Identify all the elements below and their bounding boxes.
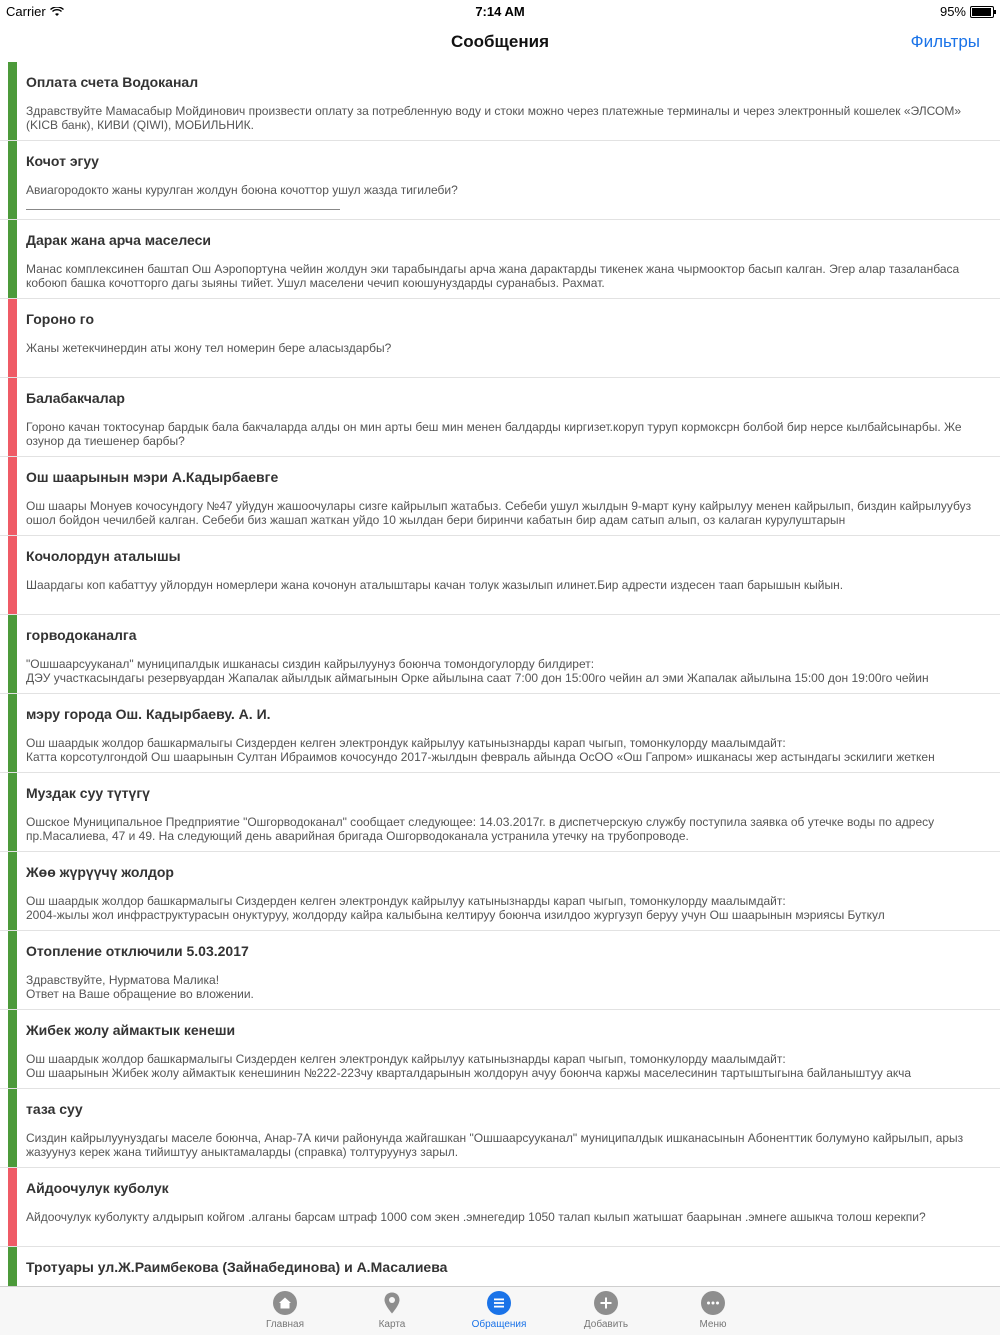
message-item[interactable] bbox=[0, 1089, 1000, 1168]
message-body: Ошское Муниципальное Предприятие "Ошгорводоканал" сообщает следующее: 14.03.2017г. в диспетчерскую службу поступила заявка об утечке воды по адресу пр.Масалиева, 47 и 49. На следующий день аварийная бригада Ошгорводоканала устранила утечку на трубопроводе. bbox=[26, 815, 935, 843]
message-item[interactable] bbox=[0, 457, 1000, 536]
message-title: горводоканалга bbox=[26, 627, 137, 643]
message-item[interactable] bbox=[0, 1010, 1000, 1089]
message-list[interactable] bbox=[0, 62, 1000, 1286]
message-body: "Ошшаарсууканал" муниципалдык ишканасы сиздин кайрылуунуз боюнча томондогулорду билдирет: ДЭУ участкасындагы резервуардан Жапалак айылдык аймагынын Орке айылына саат 7:00 дон 15:00го чейин ал эми Жапалак айылына 15:00 дон 19:00го чейин bbox=[26, 657, 929, 685]
status-indicator bbox=[8, 852, 17, 930]
message-body: Сиздин кайрылуунуздагы маселе боюнча, Анар-7А кичи районунда жайгашкан "Ошшаарсууканал" муниципалдык ишканасынын Абоненттик болумуно кайрылып, арыз жазуунуз керек жана тийиштуу аныктамаларды (справка) толтуруунуз зарыл. bbox=[26, 1131, 964, 1159]
navigation-bar bbox=[0, 22, 1000, 62]
message-body: Здравствуйте, Нурматова Малика! Ответ на Ваше обращение во вложении. bbox=[26, 973, 254, 1001]
message-title: Гороно го bbox=[26, 311, 94, 327]
tab-label: Карта bbox=[378, 1319, 406, 1330]
divider bbox=[26, 209, 340, 210]
message-item[interactable] bbox=[0, 378, 1000, 457]
status-indicator bbox=[8, 1168, 17, 1246]
plus-icon bbox=[594, 1291, 618, 1315]
status-time: 7:14 AM bbox=[475, 4, 525, 19]
message-title: Оплата счета Водоканал bbox=[26, 74, 199, 90]
message-body: Жаны жетекчинердин аты жону тел номерин бере аласыздарбы? bbox=[26, 341, 392, 355]
tab-bar bbox=[0, 1286, 1000, 1335]
message-item[interactable] bbox=[0, 536, 1000, 615]
battery-percent: 95% bbox=[939, 4, 966, 19]
status-indicator bbox=[8, 773, 17, 851]
more-icon bbox=[701, 1291, 725, 1315]
message-item[interactable] bbox=[0, 220, 1000, 299]
message-body: Ош шаардык жолдор башкармалыгы Сиздерден келген электрондук кайрылуу катынызнарды карап чыгып, томонкулорду маалымдайт: Ош шаарынын Жибек жолу аймактык кенешинин №222-223чу кварталдарынын жолдорун ачуу боюнча каржы маселесинин тартыштыгына байланыштуу акча bbox=[26, 1052, 912, 1080]
message-item[interactable] bbox=[0, 931, 1000, 1010]
message-title: Муздак суу түтүгү bbox=[26, 785, 150, 801]
message-body: Айдоочулук куболукту алдырып койгом .алганы барсам штраф 1000 сом экен .эмнегедир 1050 талап кылып жатышат баарынан .эмнеге ашыкча толош керекпи? bbox=[26, 1210, 926, 1224]
tab-label: Добавить bbox=[583, 1319, 629, 1330]
message-item[interactable] bbox=[0, 1168, 1000, 1247]
status-bar bbox=[0, 0, 1000, 22]
message-item[interactable] bbox=[0, 694, 1000, 773]
message-body: Ош шаардык жолдор башкармалыгы Сиздерден келген электрондук кайрылуу катынызнарды карап чыгып, томонкулорду маалымдайт: Катта корсотулгондой Ош шаарынын Султан Ибраимов кочосундо 2017-жылдын февраль айында ОсОО «Ош Гапром» ишканасы жер астындагы эскилиги жеткен bbox=[26, 736, 935, 764]
message-item[interactable] bbox=[0, 62, 1000, 141]
message-item[interactable] bbox=[0, 141, 1000, 220]
message-title: Айдоочулук куболук bbox=[26, 1180, 169, 1196]
message-title: Жөө жүрүүчү жолдор bbox=[26, 864, 174, 880]
tab-requests[interactable] bbox=[449, 1291, 549, 1330]
message-item[interactable] bbox=[0, 299, 1000, 378]
message-body: Авиагородокто жаны курулган жолдун боюна кочоттор ушул жазда тигилеби? bbox=[26, 183, 458, 197]
message-body: Гороно качан токтосунар бардык бала бакчаларда алды он мин арты беш мин менен балдарды киргизет.коруп туруп кормоксрн болбой бир нерсе кылбайсынарбы. Же озунор да тиешенер барбы? bbox=[26, 420, 962, 448]
tab-label: Главная bbox=[265, 1319, 305, 1330]
message-title: таза суу bbox=[26, 1101, 83, 1117]
message-item[interactable] bbox=[0, 852, 1000, 931]
message-title: Кочолордун аталышы bbox=[26, 548, 181, 564]
status-indicator bbox=[8, 931, 17, 1009]
tab-menu[interactable] bbox=[663, 1291, 763, 1330]
carrier-label: Carrier bbox=[6, 4, 46, 19]
message-item[interactable] bbox=[0, 1247, 1000, 1286]
message-title: Отопление отключили 5.03.2017 bbox=[26, 943, 249, 959]
status-indicator bbox=[8, 299, 17, 377]
message-item[interactable] bbox=[0, 615, 1000, 694]
status-indicator bbox=[8, 615, 17, 693]
tab-add[interactable] bbox=[556, 1291, 656, 1330]
status-indicator bbox=[8, 1247, 17, 1286]
message-title: Жибек жолу аймактык кенеши bbox=[26, 1022, 236, 1038]
status-indicator bbox=[8, 141, 17, 219]
status-indicator bbox=[8, 1089, 17, 1167]
status-indicator bbox=[8, 378, 17, 456]
map-pin-icon bbox=[380, 1291, 404, 1315]
status-indicator bbox=[8, 694, 17, 772]
message-body: Шаардагы коп кабаттуу уйлордун номерлери жана кочонун аталыштары качан толук жазылып илинет.Бир адрести издесен таап барышын кыйын. bbox=[26, 578, 844, 592]
status-indicator bbox=[8, 62, 17, 140]
message-title: Тротуары ул.Ж.Раимбекова (Зайнабединова) и А.Масалиева bbox=[26, 1259, 448, 1275]
message-body: Ош шаардык жолдор башкармалыгы Сиздерден келген электрондук кайрылуу катынызнарды карап чыгып, томонкулорду маалымдайт: 2004-жылы жол инфраструктурасын онуктуруу, жолдорду кайра калыбына келтируу боюнча изилдоо жургузуп беруу учун Ош шаарынын мэриясы Буткул bbox=[26, 894, 885, 922]
tab-label: Меню bbox=[699, 1319, 727, 1330]
status-indicator bbox=[8, 536, 17, 614]
message-title: Ош шаарынын мэри А.Кадырбаевге bbox=[26, 469, 279, 485]
message-body: Здравствуйте Мамасабыр Мойдинович произвести оплату за потребленную воду и стоки можно через платежные терминалы и через электронный кошелек «ЭЛСОМ» (KICB банк), КИВИ (QIWI), МОБИЛЬНИК. bbox=[26, 104, 962, 132]
message-item[interactable] bbox=[0, 773, 1000, 852]
status-indicator bbox=[8, 1010, 17, 1088]
message-title: Балабакчалар bbox=[26, 390, 125, 406]
tab-home[interactable] bbox=[235, 1291, 335, 1330]
message-title: мэру города Ош. Кадырбаеву. А. И. bbox=[26, 706, 271, 722]
list-icon bbox=[487, 1291, 511, 1315]
status-indicator bbox=[8, 457, 17, 535]
tab-map[interactable] bbox=[342, 1291, 442, 1330]
page-title: Сообщения bbox=[451, 32, 549, 51]
message-title: Кочот эгуу bbox=[26, 153, 99, 169]
home-icon bbox=[273, 1291, 297, 1315]
filters-button[interactable]: Фильтры bbox=[910, 32, 980, 51]
message-body: Ош шаары Монуев кочосундогу №47 уйудун жашоочулары сизге кайрылып жатабыз. Себеби ушул жылдын 9-март куну кайрылуу менен кайрылып, биздин кайрылуубуз ошол бойдон чечилбей калган. Себеби биз жашап жаткан уйдо 10 жылдан бери биринчи кабатын бир адам сатып алып, оз калаган курулуштарын bbox=[26, 499, 972, 527]
tab-label: Обращения bbox=[471, 1319, 527, 1330]
status-indicator bbox=[8, 220, 17, 298]
message-body: Манас комплексинен баштап Ош Аэропортуна чейин жолдун эки тарабындагы арча жана дарактарды тикенек жана чырмооктор басып калган. Эгер алар тазаланбаса кобоюп башка кочотторго дагы зыяны тийет. Ушул маселени чечип коюшунуздарды суранабыз. Рахмат. bbox=[26, 262, 960, 290]
message-title: Дарак жана арча маселеси bbox=[26, 232, 212, 248]
battery-icon bbox=[970, 6, 994, 18]
